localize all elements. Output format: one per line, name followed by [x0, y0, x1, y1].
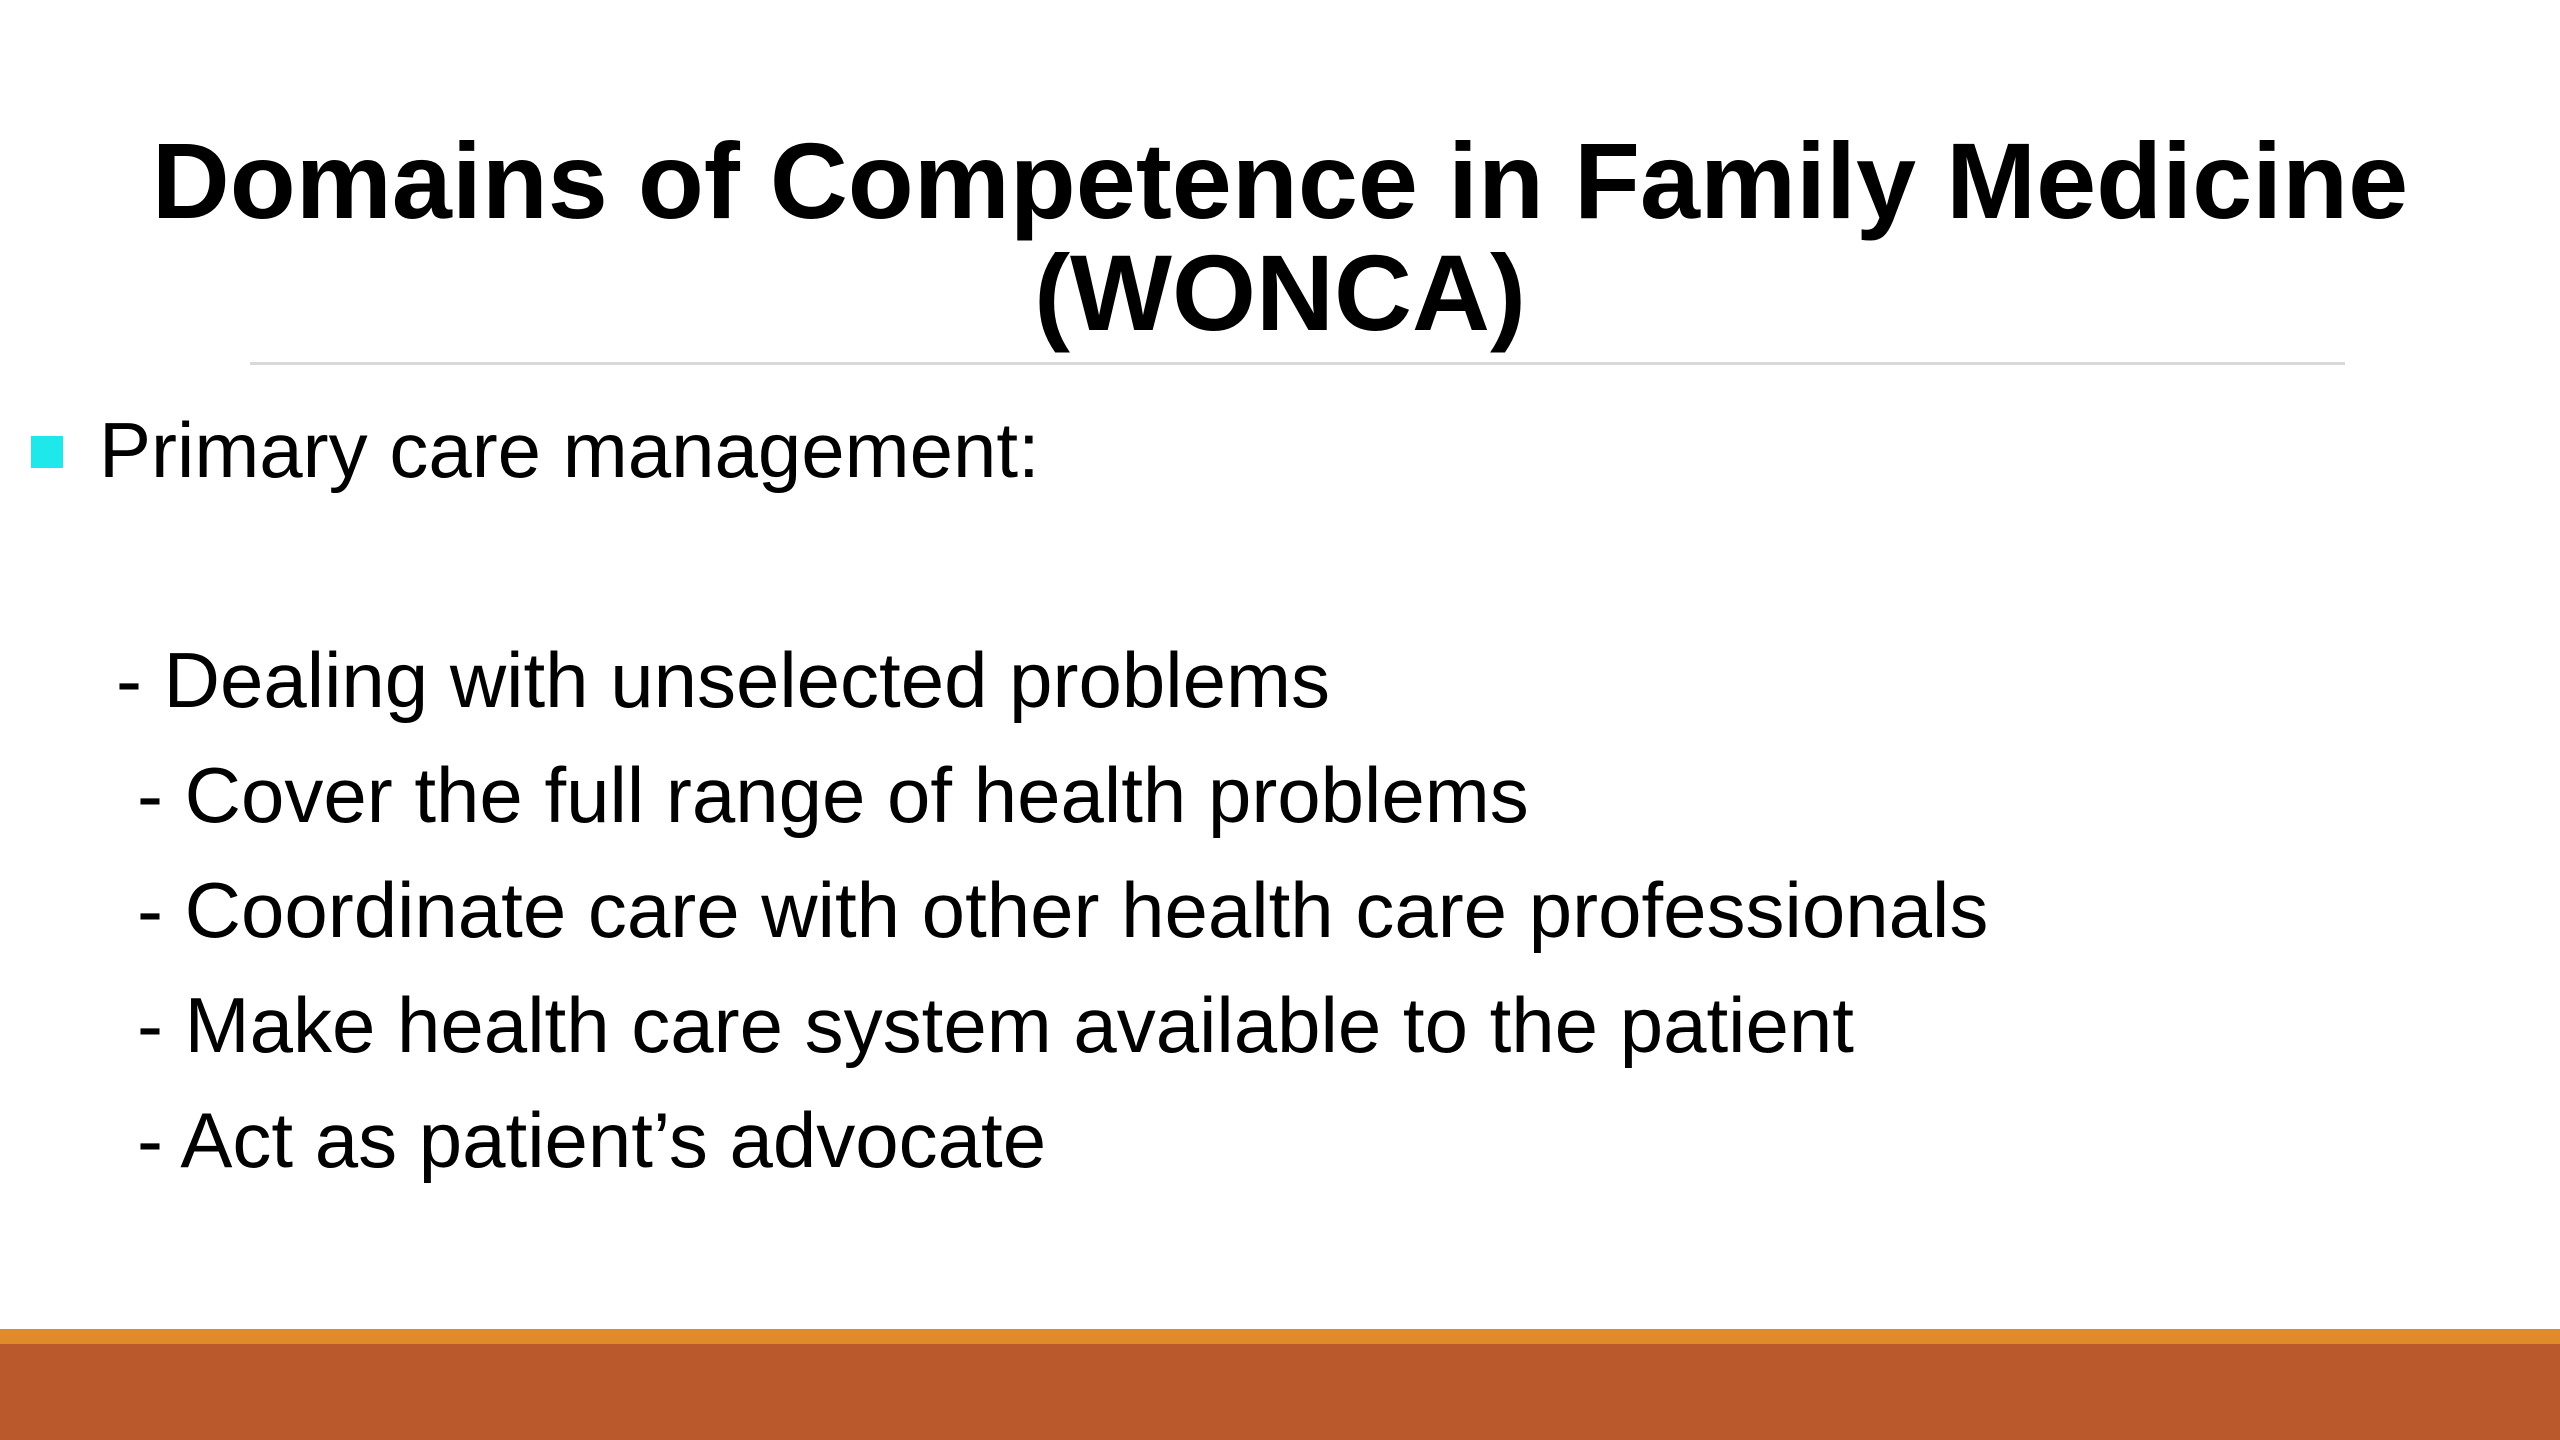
footer-band	[0, 1344, 2560, 1440]
title-divider	[250, 362, 2345, 365]
sub-item-patient-advocate: - Act as patient’s advocate	[137, 1096, 1047, 1184]
square-bullet-icon	[31, 436, 63, 468]
slide-title-line-1: Domains of Competence in Family Medicine	[151, 120, 2409, 241]
sub-item-coordinate-care: - Coordinate care with other health care professionals	[137, 866, 1989, 954]
slide-title-line-2: (WONCA)	[1034, 232, 1526, 353]
sub-item-make-system-available: - Make health care system available to the patient	[137, 981, 1854, 1069]
slide-title	[0, 120, 2560, 353]
footer-accent-stripe	[0, 1329, 2560, 1344]
bullet-text: Primary care management:	[99, 406, 1040, 494]
sub-item-cover-full-range: - Cover the full range of health problems	[137, 751, 1529, 839]
sub-item-dealing-unselected-problems: - Dealing with unselected problems	[116, 636, 1330, 724]
